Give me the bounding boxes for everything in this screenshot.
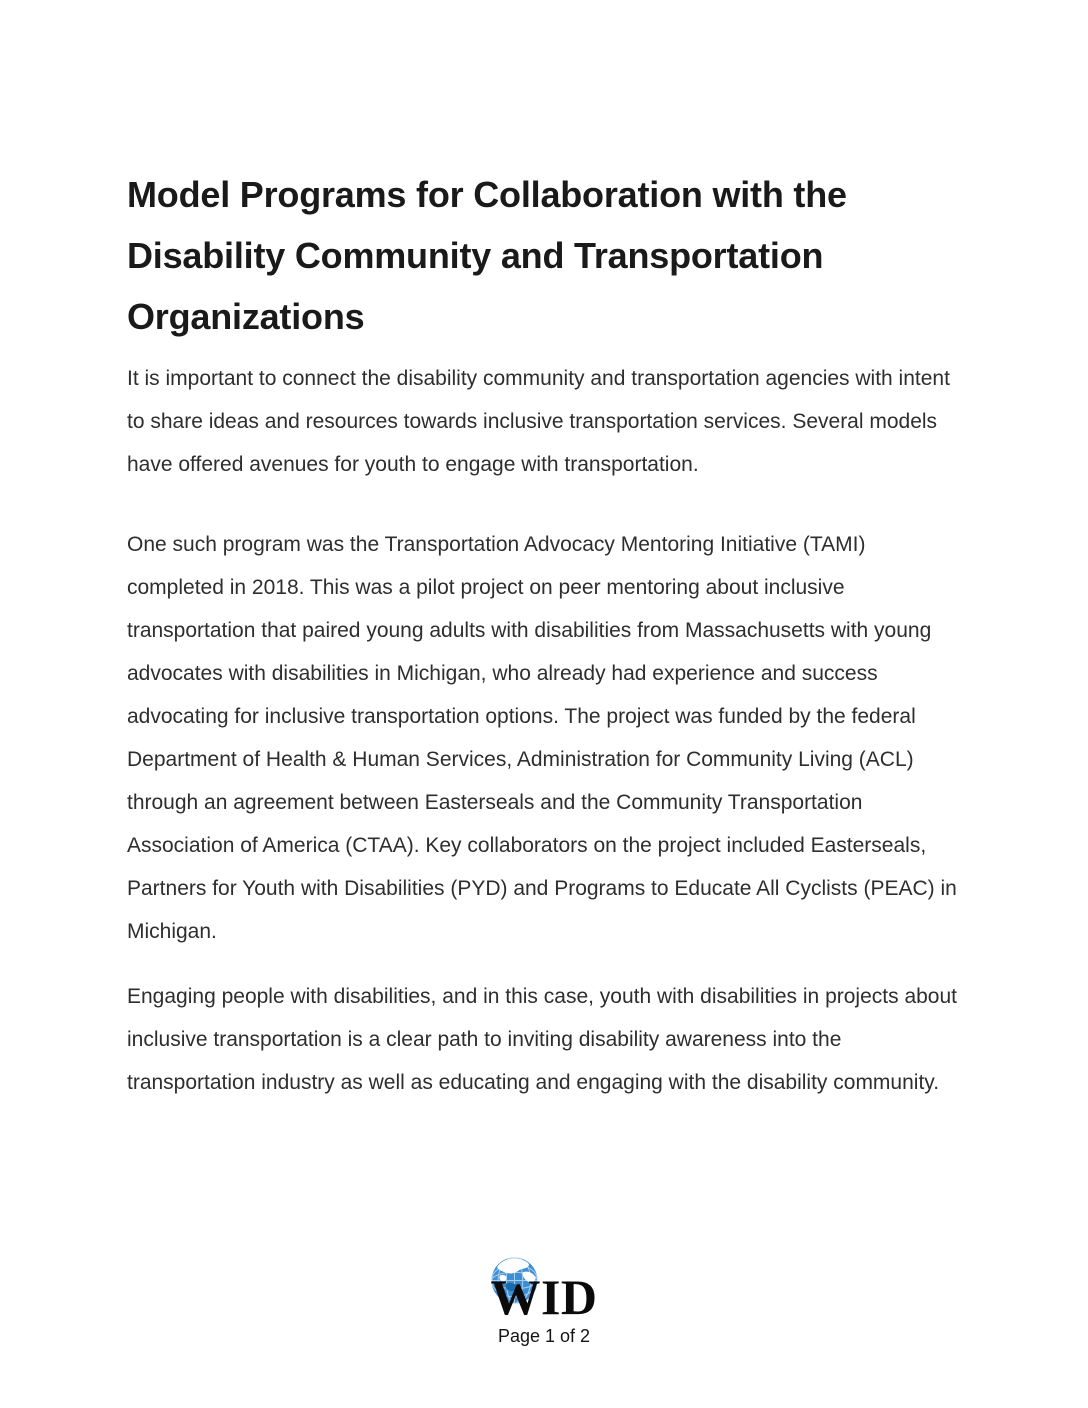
wid-logo-text: WID xyxy=(490,1269,598,1325)
page-footer xyxy=(0,1257,1088,1348)
paragraph-intro: It is important to connect the disability community and transportation agencies with intent to share ideas and resources towards inclusive transportation services. Several models have offered avenues for youth to engage with transportation. xyxy=(127,367,950,476)
paragraph-tami-program: One such program was the Transportation Advocacy Mentoring Initiative (TAMI) completed in 2018. This was a pilot project on peer mentoring about inclusive transportation that paired young adults with disabilities from Massachusetts with young advocates with disabilities in Michigan, who already had experience and success advocating for inclusive transportation options. The project was funded by the federal Department of Health & Human Services, Administration for Community Living (ACL) through an agreement between Easterseals and the Community Transportation Association of America (CTAA). Key collaborators on the project included Easterseals, Partners for Youth with Disabilities (PYD) and Programs to Educate All Cyclists (PEAC) in Michigan. xyxy=(127,533,957,943)
paragraph-engaging-youth: Engaging people with disabilities, and in this case, youth with disabilities in projects about inclusive transportation is a clear path to inviting disability awareness into the transportation industry as well as educating and engaging with the disability community. xyxy=(127,985,957,1094)
document-content xyxy=(127,164,960,1104)
wid-logo xyxy=(490,1257,598,1325)
page-number: Page 1 of 2 xyxy=(497,1326,591,1346)
document-title: Model Programs for Collaboration with the Disability Community and Transportation Organizations xyxy=(127,174,847,337)
